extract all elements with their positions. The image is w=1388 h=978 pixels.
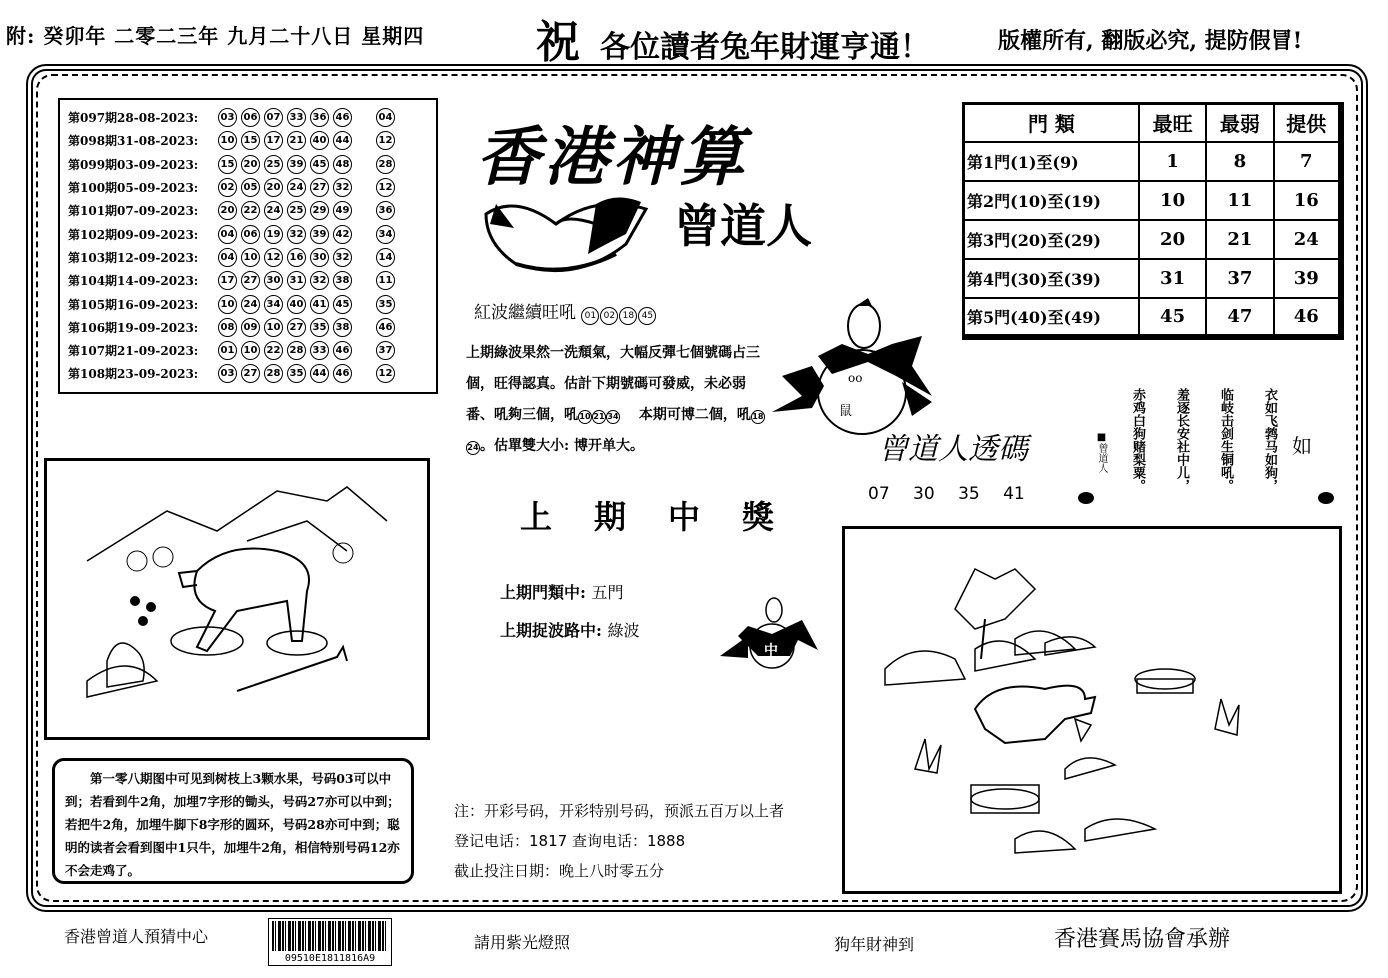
special-ball: 11 <box>376 271 395 290</box>
number-ball: 28 <box>264 364 283 383</box>
red-wave-label: 紅波繼續旺吼 <box>474 303 576 323</box>
number-ball: 10 <box>218 131 237 150</box>
number-ball: 16 <box>287 248 306 267</box>
special-ball: 14 <box>376 248 395 267</box>
history-date: 第105期16-09-2023: <box>68 297 199 312</box>
last-period-title: 上期中獎 <box>520 498 817 536</box>
hot-number: 10 <box>1139 181 1206 220</box>
history-row <box>68 269 428 292</box>
number-ball: 34 <box>264 295 283 314</box>
number-ball: 24 <box>241 295 260 314</box>
hot-number: 20 <box>1139 220 1206 259</box>
page-title: 香港神算 <box>476 121 748 195</box>
door-label: 第5門(40)至(49) <box>964 298 1139 337</box>
number-ball: 09 <box>241 318 260 337</box>
history-date: 第106期19-09-2023: <box>68 320 199 335</box>
cold-number: 47 <box>1206 298 1273 337</box>
number-ball: 24 <box>287 178 306 197</box>
history-row <box>68 153 428 176</box>
give-number: 46 <box>1274 298 1341 337</box>
hot-number: 45 <box>1139 298 1206 337</box>
door-label: 第2門(10)至(19) <box>964 181 1139 220</box>
last-wave-value: 綠波 <box>607 621 640 640</box>
number-ball: 25 <box>287 201 306 220</box>
page-subtitle: 曾道人 <box>674 199 812 253</box>
number-ball: 07 <box>264 108 283 127</box>
number-ball: 46 <box>333 108 352 127</box>
number-ball: 27 <box>310 178 329 197</box>
analysis-balls-1 <box>578 407 620 423</box>
number-ball: 38 <box>333 318 352 337</box>
number-ball: 08 <box>218 318 237 337</box>
tou-numbers: 07 30 35 41 <box>868 484 1025 504</box>
mascot-label: 鼠 <box>839 404 853 419</box>
history-date: 第107期21-09-2023: <box>68 344 199 359</box>
number-ball: 32 <box>333 248 352 267</box>
number-ball: 35 <box>310 318 329 337</box>
history-date: 第104期14-09-2023: <box>68 274 199 289</box>
number-ball: 44 <box>310 364 329 383</box>
number-ball: 24 <box>466 441 480 455</box>
poem-col: 衣如飞鹁马如狗， <box>1262 388 1277 492</box>
header-blessing: 各位讀者兔年財運亨通！ <box>600 30 930 65</box>
number-ball: 01 <box>218 341 237 360</box>
dot-icon <box>1078 492 1094 504</box>
history-date: 第103期12-09-2023: <box>68 250 199 265</box>
puzzle-picture-left <box>44 458 430 740</box>
analysis-text-2: 本期可博二個，吼 <box>638 407 751 423</box>
history-row <box>68 339 428 362</box>
red-wave-balls <box>581 303 657 323</box>
number-ball: 03 <box>218 108 237 127</box>
number-ball: 29 <box>310 201 329 220</box>
history-row <box>68 222 428 245</box>
poem-author: ■曾道人 <box>1096 432 1107 473</box>
number-ball: 27 <box>241 364 260 383</box>
number-ball: 38 <box>333 271 352 290</box>
number-ball: 05 <box>241 178 260 197</box>
poem-ru: 如 <box>1292 434 1312 458</box>
number-ball: 20 <box>241 155 260 174</box>
number-ball: 39 <box>287 155 306 174</box>
number-ball: 31 <box>287 271 306 290</box>
poem <box>1124 388 1304 498</box>
number-ball: 44 <box>333 131 352 150</box>
analysis-paragraph <box>466 338 766 462</box>
door-label: 第1門(1)至(9) <box>964 142 1139 181</box>
cold-number: 11 <box>1206 181 1273 220</box>
number-ball: 36 <box>310 108 329 127</box>
history-date: 第097期28-08-2023: <box>68 111 199 126</box>
history-row <box>68 292 428 315</box>
number-ball: 17 <box>218 271 237 290</box>
number-ball: 46 <box>333 341 352 360</box>
number-ball: 15 <box>218 155 237 174</box>
number-ball: 21 <box>592 410 606 424</box>
number-ball: 10 <box>578 410 592 424</box>
history-row <box>68 246 428 269</box>
number-ball: 01 <box>581 307 599 325</box>
history-row <box>68 362 428 385</box>
last-door-label: 上期門類中: <box>500 583 586 602</box>
number-ball: 04 <box>218 225 237 244</box>
hot-number: 31 <box>1139 259 1206 298</box>
note-line: 截止投注日期：晚上八时零五分 <box>454 862 665 880</box>
door-row <box>964 259 1342 298</box>
number-ball: 25 <box>264 155 283 174</box>
history-row <box>68 106 428 129</box>
number-ball: 24 <box>264 201 283 220</box>
door-row <box>964 181 1342 220</box>
hot-number: 1 <box>1139 142 1206 181</box>
number-ball: 06 <box>241 108 260 127</box>
number-ball: 32 <box>287 225 306 244</box>
history-table <box>58 98 438 394</box>
barcode-bars <box>272 921 388 951</box>
history-date: 第100期05-09-2023: <box>68 181 199 196</box>
poem-col: 羞逐长安社中儿， <box>1174 388 1189 492</box>
cold-number: 21 <box>1206 220 1273 259</box>
number-ball: 02 <box>600 307 618 325</box>
number-ball: 30 <box>310 248 329 267</box>
special-ball: 46 <box>376 318 395 337</box>
analysis-text-3: 。估單雙大小: 博开单大。 <box>480 438 645 454</box>
door-table-header: 最旺 <box>1139 104 1206 142</box>
analysis-text-1: 上期綠波果然一洗頹氣，大幅反彈七個號碼占三個，旺得認真。估計下期號碼可發威，未必弱番、吼夠三個，吼 <box>466 345 760 423</box>
door-table-header: 門 類 <box>964 104 1139 142</box>
door-table <box>962 102 1344 340</box>
red-wave-line <box>474 298 657 325</box>
number-ball: 27 <box>287 318 306 337</box>
cold-number: 8 <box>1206 142 1273 181</box>
history-date: 第108期23-09-2023: <box>68 367 199 382</box>
gold-ingot-icon <box>476 184 656 290</box>
number-ball: 22 <box>264 341 283 360</box>
ox-field-illustration <box>845 529 1339 891</box>
history-date: 第101期07-09-2023: <box>68 204 199 219</box>
door-row <box>964 220 1342 259</box>
svg-text:oo: oo <box>848 371 863 385</box>
number-ball: 22 <box>241 201 260 220</box>
number-ball: 49 <box>333 201 352 220</box>
number-ball: 04 <box>218 248 237 267</box>
footer-dog: 狗年財神到 <box>834 935 915 954</box>
header-blessing-char: 祝 <box>536 17 580 68</box>
cold-number: 37 <box>1206 259 1273 298</box>
number-ball: 18 <box>619 307 637 325</box>
last-door-line <box>500 580 624 603</box>
number-ball: 32 <box>333 178 352 197</box>
number-ball: 33 <box>310 341 329 360</box>
history-date: 第098期31-08-2023: <box>68 134 199 149</box>
door-row <box>964 142 1342 181</box>
number-ball: 45 <box>638 307 656 325</box>
number-ball: 18 <box>751 410 765 424</box>
special-ball: 04 <box>376 108 395 127</box>
mascot2-label: 中 <box>764 643 778 659</box>
number-ball: 20 <box>218 201 237 220</box>
special-ball: 12 <box>376 178 395 197</box>
history-date: 第099期03-09-2023: <box>68 157 199 172</box>
special-ball: 12 <box>376 131 395 150</box>
number-ball: 20 <box>264 178 283 197</box>
number-ball: 33 <box>287 108 306 127</box>
number-ball: 15 <box>241 131 260 150</box>
give-number: 39 <box>1274 259 1341 298</box>
clue-box: 第一零八期图中可见到树枝上3颗水果，号码03可以中到；若看到牛2角，加埋7字形的锄头，号码27亦可以中到；若把牛2角，加埋牛脚下8字形的圆环，号码28亦可中到；聪明的读者会看到图中1只牛，加埋牛2角，相信特别号码12亦不会走鸡了。 <box>52 758 414 884</box>
number-ball: 03 <box>218 364 237 383</box>
number-ball: 10 <box>241 341 260 360</box>
number-ball: 45 <box>333 295 352 314</box>
number-ball: 34 <box>606 410 620 424</box>
last-door-value: 五門 <box>591 583 624 602</box>
number-ball: 48 <box>333 155 352 174</box>
number-ball: 40 <box>287 295 306 314</box>
number-ball: 30 <box>264 271 283 290</box>
special-ball: 37 <box>376 341 395 360</box>
number-ball: 06 <box>241 225 260 244</box>
number-ball: 12 <box>264 248 283 267</box>
poem-col: 临岐击剑生铜吼。 <box>1218 388 1233 492</box>
note-line: 注：开彩号码，开彩特别号码，预派五百万以上者 <box>454 802 785 820</box>
barcode-number: 09510E1811816A9 <box>284 953 376 964</box>
special-ball: 34 <box>376 225 395 244</box>
number-ball: 27 <box>241 271 260 290</box>
last-wave-line <box>500 618 640 641</box>
special-ball: 12 <box>376 364 395 383</box>
note-block <box>454 796 784 886</box>
history-row <box>68 199 428 222</box>
footer-org: 香港賽馬協會承辦 <box>1054 927 1231 952</box>
number-ball: 32 <box>310 271 329 290</box>
special-ball: 28 <box>376 155 395 174</box>
footer-center: 香港曾道人預猜中心 <box>64 927 209 946</box>
number-ball: 02 <box>218 178 237 197</box>
number-ball: 39 <box>310 225 329 244</box>
number-ball: 41 <box>310 295 329 314</box>
door-row <box>964 298 1342 337</box>
tou-title: 曾道人透碼 <box>878 432 1028 467</box>
header-copyright: 版權所有, 翻版必究, 提防假冒! <box>998 28 1303 54</box>
number-ball: 17 <box>264 131 283 150</box>
last-wave-label: 上期捉波路中: <box>500 621 602 640</box>
note-line: 登记电话：1817 查询电话：1888 <box>454 832 686 850</box>
gourd-mascot-small-icon <box>718 596 828 676</box>
number-ball: 45 <box>310 155 329 174</box>
puzzle-picture-right <box>842 526 1342 894</box>
bull-field-illustration <box>47 461 427 737</box>
door-table-header: 最弱 <box>1206 104 1273 142</box>
number-ball: 10 <box>264 318 283 337</box>
number-ball: 28 <box>287 341 306 360</box>
special-ball: 36 <box>376 201 395 220</box>
history-row <box>68 176 428 199</box>
number-ball: 46 <box>333 364 352 383</box>
history-row <box>68 129 428 152</box>
number-ball: 10 <box>241 248 260 267</box>
door-label: 第3門(20)至(29) <box>964 220 1139 259</box>
footer-uv: 請用紫光燈照 <box>474 933 571 952</box>
door-label: 第4門(30)至(39) <box>964 259 1139 298</box>
number-ball: 40 <box>310 131 329 150</box>
number-ball: 35 <box>287 364 306 383</box>
number-ball: 19 <box>264 225 283 244</box>
poem-col: 赤鸡白狗赌梨粟。 <box>1130 388 1145 492</box>
give-number: 7 <box>1274 142 1341 181</box>
header-date: 附: 癸卯年 二零二三年 九月二十八日 星期四 <box>6 24 425 48</box>
special-ball: 35 <box>376 295 395 314</box>
give-number: 24 <box>1274 220 1341 259</box>
give-number: 16 <box>1274 181 1341 220</box>
history-date: 第102期09-09-2023: <box>68 227 199 242</box>
history-row <box>68 316 428 339</box>
number-ball: 21 <box>287 131 306 150</box>
number-ball: 10 <box>218 295 237 314</box>
number-ball: 42 <box>333 225 352 244</box>
barcode <box>268 918 392 966</box>
dot-icon <box>1318 492 1334 504</box>
door-table-header: 提供 <box>1274 104 1341 142</box>
